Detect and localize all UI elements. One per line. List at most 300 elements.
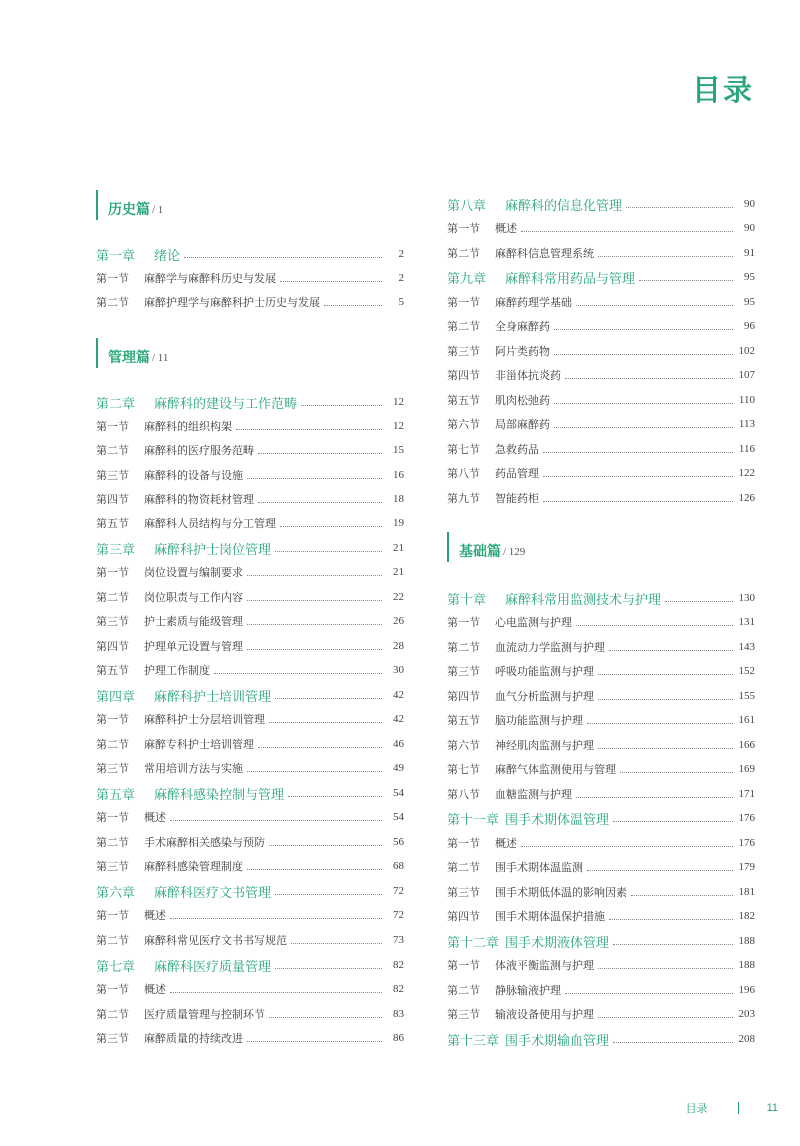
toc-section-entry[interactable] <box>96 660 404 680</box>
page-number: 82 <box>393 959 404 971</box>
toc-section-entry[interactable] <box>96 807 404 827</box>
chapter-number: 第十三章 <box>447 1033 500 1049</box>
page-number: 130 <box>738 592 755 604</box>
chapter-number: 第三章 <box>96 542 136 558</box>
page-number: 95 <box>744 296 755 308</box>
section-number: 第一节 <box>447 837 480 850</box>
section-title: 概述 <box>144 909 166 922</box>
dot-leader <box>639 279 733 281</box>
section-number: 第三节 <box>96 469 129 482</box>
section-number: 第一节 <box>96 811 129 824</box>
page-number: 56 <box>393 836 404 848</box>
dot-leader <box>598 255 733 257</box>
toc-section-entry[interactable] <box>96 1004 404 1024</box>
part-title: 历史篇 <box>108 202 150 218</box>
section-title: 麻醉科感染管理制度 <box>144 860 243 873</box>
page-number: 90 <box>744 198 755 210</box>
page-number: 161 <box>738 714 755 726</box>
section-title: 麻醉护理学与麻醉科护士历史与发展 <box>144 296 320 309</box>
dot-leader <box>247 623 382 625</box>
toc-section-entry[interactable] <box>447 365 755 385</box>
page-number: 42 <box>393 689 404 701</box>
chapter-title: 麻醉科护士培训管理 <box>154 689 272 705</box>
toc-chapter-entry[interactable] <box>96 685 404 705</box>
dot-leader <box>565 992 733 994</box>
page-number: 21 <box>393 542 404 554</box>
toc-chapter-entry[interactable] <box>96 783 404 803</box>
toc-section-entry[interactable] <box>447 439 755 459</box>
page-number: 22 <box>393 591 404 603</box>
section-title: 麻醉科的设备与设施 <box>144 469 243 482</box>
toc-section-entry[interactable] <box>96 587 404 607</box>
toc-chapter-entry[interactable] <box>96 881 404 901</box>
toc-section-entry[interactable] <box>96 905 404 925</box>
section-number: 第四节 <box>447 910 480 923</box>
chapter-title: 麻醉科医疗文书管理 <box>154 885 272 901</box>
section-number: 第八节 <box>447 467 480 480</box>
page-number: 83 <box>393 1008 404 1020</box>
section-title: 神经肌肉监测与护理 <box>495 739 594 752</box>
chapter-number: 第五章 <box>96 787 136 803</box>
section-number: 第二节 <box>96 591 129 604</box>
part-heading[interactable] <box>447 532 525 562</box>
page-number: 182 <box>738 910 755 922</box>
section-number: 第二节 <box>447 641 480 654</box>
toc-section-entry[interactable] <box>96 979 404 999</box>
toc-section-entry[interactable] <box>96 832 404 852</box>
section-number: 第五节 <box>447 714 480 727</box>
section-number: 第二节 <box>96 836 129 849</box>
toc-chapter-entry[interactable] <box>447 194 755 214</box>
section-number: 第三节 <box>447 886 480 899</box>
chapter-number: 第八章 <box>447 198 487 214</box>
toc-section-entry[interactable] <box>447 955 755 975</box>
section-number: 第五节 <box>96 517 129 530</box>
dot-leader <box>521 230 733 232</box>
toc-section-entry[interactable] <box>96 268 404 288</box>
chapter-number: 第九章 <box>447 271 487 287</box>
dot-leader <box>613 1041 733 1043</box>
toc-section-entry[interactable] <box>447 637 755 657</box>
section-number: 第二节 <box>96 444 129 457</box>
page-number: 82 <box>393 983 404 995</box>
toc-chapter-entry[interactable] <box>447 808 755 828</box>
dot-leader <box>598 967 733 969</box>
toc-section-entry[interactable] <box>96 489 404 509</box>
dot-leader <box>247 770 382 772</box>
section-number: 第一节 <box>96 713 129 726</box>
section-number: 第一节 <box>447 222 480 235</box>
page-number: 166 <box>738 739 755 751</box>
page-number: 54 <box>393 787 404 799</box>
page-number: 12 <box>393 420 404 432</box>
section-number: 第七节 <box>447 443 480 456</box>
toc-section-entry[interactable] <box>96 856 404 876</box>
dot-leader <box>598 1016 733 1018</box>
part-title: 管理篇 <box>108 350 150 366</box>
section-number: 第一节 <box>96 420 129 433</box>
dot-leader <box>609 649 733 651</box>
dot-leader <box>576 624 733 626</box>
page-number: 113 <box>738 418 755 430</box>
page-number: 179 <box>738 861 755 873</box>
toc-chapter-entry[interactable] <box>447 1029 755 1049</box>
page-number: 30 <box>393 664 404 676</box>
chapter-number: 第十二章 <box>447 935 500 951</box>
chapter-title: 围手术期体温管理 <box>505 812 610 828</box>
dot-leader <box>280 280 382 282</box>
page-number: 2 <box>398 272 404 284</box>
dot-leader <box>269 1016 382 1018</box>
dot-leader <box>631 894 733 896</box>
dot-leader <box>170 917 382 919</box>
dot-leader <box>543 500 733 502</box>
section-number: 第一节 <box>96 983 129 996</box>
section-title: 麻醉质量的持续改进 <box>144 1032 243 1045</box>
section-title: 药品管理 <box>495 467 539 480</box>
toc-chapter-entry[interactable] <box>96 392 404 412</box>
section-title: 概述 <box>495 222 517 235</box>
section-title: 麻醉气体监测使用与管理 <box>495 763 616 776</box>
page-number: 54 <box>393 811 404 823</box>
page-number: 122 <box>738 467 755 479</box>
section-title: 非甾体抗炎药 <box>495 369 561 382</box>
section-number: 第一节 <box>96 272 129 285</box>
dot-leader <box>247 1040 382 1042</box>
page-number: 2 <box>398 248 404 260</box>
section-title: 围手术期体温监测 <box>495 861 583 874</box>
dot-leader <box>214 672 382 674</box>
dot-leader <box>598 673 733 675</box>
toc-section-entry[interactable] <box>447 1004 755 1024</box>
section-title: 体液平衡监测与护理 <box>495 959 594 972</box>
page-number: 91 <box>744 247 755 259</box>
section-number: 第六节 <box>447 418 480 431</box>
toc-section-entry[interactable] <box>96 465 404 485</box>
dot-leader <box>576 796 733 798</box>
page-number: 169 <box>738 763 755 775</box>
page-number: 196 <box>738 984 755 996</box>
chapter-title: 麻醉科感染控制与管理 <box>154 787 285 803</box>
section-number: 第二节 <box>447 247 480 260</box>
dot-leader <box>288 795 382 797</box>
section-title: 麻醉科信息管理系统 <box>495 247 594 260</box>
chapter-title: 麻醉科医疗质量管理 <box>154 959 272 975</box>
page-number: 155 <box>738 690 755 702</box>
section-title: 麻醉科护士分层培训管理 <box>144 713 265 726</box>
section-number: 第一节 <box>447 616 480 629</box>
page-number: 72 <box>393 909 404 921</box>
dot-leader <box>247 648 382 650</box>
dot-leader <box>609 918 733 920</box>
dot-leader <box>236 428 382 430</box>
dot-leader <box>247 599 382 601</box>
toc-section-entry[interactable] <box>447 661 755 681</box>
dot-leader <box>613 820 733 822</box>
toc-section-entry[interactable] <box>447 243 755 263</box>
chapter-title: 麻醉科的信息化管理 <box>505 198 623 214</box>
section-number: 第三节 <box>96 762 129 775</box>
page-number: 73 <box>393 934 404 946</box>
toc-section-entry[interactable] <box>96 1028 404 1048</box>
toc-section-entry[interactable] <box>447 463 755 483</box>
chapter-number: 第二章 <box>96 396 136 412</box>
toc-chapter-entry[interactable] <box>96 538 404 558</box>
toc-section-entry[interactable] <box>96 513 404 533</box>
toc-section-entry[interactable] <box>447 488 755 508</box>
section-number: 第四节 <box>447 690 480 703</box>
footer-label: 目录 <box>685 1102 708 1115</box>
section-number: 第八节 <box>447 788 480 801</box>
toc-section-entry[interactable] <box>447 686 755 706</box>
section-title: 血糖监测与护理 <box>495 788 572 801</box>
dot-leader <box>613 943 733 945</box>
chapter-title: 麻醉科护士岗位管理 <box>154 542 272 558</box>
toc-section-entry[interactable] <box>447 833 755 853</box>
chapter-title: 围手术期输血管理 <box>505 1033 610 1049</box>
page-number: 95 <box>744 271 755 283</box>
dot-leader <box>291 942 382 944</box>
toc-section-entry[interactable] <box>447 857 755 877</box>
toc-section-entry[interactable] <box>447 292 755 312</box>
section-title: 阿片类药物 <box>495 345 550 358</box>
part-title: 基础篇 <box>459 544 501 560</box>
section-number: 第一节 <box>447 296 480 309</box>
section-number: 第三节 <box>447 345 480 358</box>
section-title: 全身麻醉药 <box>495 320 550 333</box>
section-title: 局部麻醉药 <box>495 418 550 431</box>
section-number: 第二节 <box>96 1008 129 1021</box>
section-number: 第一节 <box>96 566 129 579</box>
section-number: 第一节 <box>447 959 480 972</box>
toc-chapter-entry[interactable] <box>447 931 755 951</box>
dot-leader <box>620 771 733 773</box>
section-number: 第三节 <box>447 665 480 678</box>
chapter-number: 第一章 <box>96 248 136 264</box>
chapter-number: 第十一章 <box>447 812 500 828</box>
section-number: 第一节 <box>96 909 129 922</box>
toc-section-entry[interactable] <box>447 710 755 730</box>
page-number: 110 <box>738 394 755 406</box>
toc-section-entry[interactable] <box>447 759 755 779</box>
section-title: 围手术期体温保护措施 <box>495 910 605 923</box>
dot-leader <box>275 550 382 552</box>
section-title: 麻醉科常见医疗文书书写规范 <box>144 934 287 947</box>
dot-leader <box>543 451 733 453</box>
page-number: 152 <box>738 665 755 677</box>
page-number: 107 <box>738 369 755 381</box>
page-number: 42 <box>393 713 404 725</box>
toc-chapter-entry[interactable] <box>96 955 404 975</box>
section-title: 心电监测与护理 <box>495 616 572 629</box>
section-number: 第六节 <box>447 739 480 752</box>
dot-leader <box>554 328 733 330</box>
section-number: 第二节 <box>96 296 129 309</box>
page-number: 28 <box>393 640 404 652</box>
toc-section-entry[interactable] <box>447 882 755 902</box>
part-page-number: / 11 <box>152 352 169 364</box>
section-title: 岗位职责与工作内容 <box>144 591 243 604</box>
toc-section-entry[interactable] <box>96 709 404 729</box>
chapter-title: 围手术期液体管理 <box>505 935 610 951</box>
page-title: 目录 <box>691 73 754 107</box>
section-title: 血流动力学监测与护理 <box>495 641 605 654</box>
page-number: 16 <box>393 469 404 481</box>
footer-divider <box>738 1102 739 1114</box>
section-title: 麻醉学与麻醉科历史与发展 <box>144 272 276 285</box>
toc-chapter-entry[interactable] <box>447 588 755 608</box>
page-number: 46 <box>393 738 404 750</box>
dot-leader <box>576 304 733 306</box>
toc-section-entry[interactable] <box>447 612 755 632</box>
toc-section-entry[interactable] <box>96 562 404 582</box>
toc-section-entry[interactable] <box>96 930 404 950</box>
part-heading[interactable] <box>96 190 163 220</box>
chapter-title: 麻醉科常用监测技术与护理 <box>505 592 662 608</box>
page-number: 12 <box>393 396 404 408</box>
chapter-number: 第十章 <box>447 592 487 608</box>
section-number: 第三节 <box>96 1032 129 1045</box>
toc-section-entry[interactable] <box>447 735 755 755</box>
page-number: 26 <box>393 615 404 627</box>
section-number: 第五节 <box>447 394 480 407</box>
part-page-number: / 129 <box>503 546 526 558</box>
dot-leader <box>626 206 733 208</box>
page-number: 15 <box>393 444 404 456</box>
section-title: 手术麻醉相关感染与预防 <box>144 836 265 849</box>
chapter-title: 麻醉科常用药品与管理 <box>505 271 636 287</box>
section-title: 麻醉科的组织构架 <box>144 420 232 433</box>
toc-section-entry[interactable] <box>96 440 404 460</box>
dot-leader <box>269 844 382 846</box>
section-title: 静脉输液护理 <box>495 984 561 997</box>
chapter-number: 第四章 <box>96 689 136 705</box>
section-number: 第四节 <box>96 640 129 653</box>
section-title: 麻醉科人员结构与分工管理 <box>144 517 276 530</box>
page-number: 102 <box>738 345 755 357</box>
toc-chapter-entry[interactable] <box>447 267 755 287</box>
dot-leader <box>275 967 382 969</box>
page-number: 188 <box>738 935 755 947</box>
section-number: 第二节 <box>447 984 480 997</box>
page-number: 171 <box>738 788 755 800</box>
section-number: 第四节 <box>447 369 480 382</box>
part-heading[interactable] <box>96 338 168 368</box>
toc-section-entry[interactable] <box>96 734 404 754</box>
dot-leader <box>275 697 382 699</box>
toc-section-entry[interactable] <box>447 906 755 926</box>
dot-leader <box>565 377 733 379</box>
toc-section-entry[interactable] <box>447 218 755 238</box>
toc-section-entry[interactable] <box>447 316 755 336</box>
dot-leader <box>554 402 733 404</box>
dot-leader <box>269 721 382 723</box>
page-number: 86 <box>393 1032 404 1044</box>
dot-leader <box>665 600 733 602</box>
section-number: 第四节 <box>96 493 129 506</box>
dot-leader <box>521 845 733 847</box>
section-number: 第二节 <box>447 861 480 874</box>
page-number: 96 <box>744 320 755 332</box>
page-number: 19 <box>393 517 404 529</box>
dot-leader <box>184 256 382 258</box>
page-number: 18 <box>393 493 404 505</box>
section-number: 第三节 <box>96 615 129 628</box>
page-number: 203 <box>738 1008 755 1020</box>
page-number: 21 <box>393 566 404 578</box>
toc-section-entry[interactable] <box>447 341 755 361</box>
dot-leader <box>170 991 382 993</box>
page-number: 181 <box>738 886 755 898</box>
dot-leader <box>543 475 733 477</box>
section-title: 概述 <box>144 983 166 996</box>
dot-leader <box>247 477 382 479</box>
page-number: 68 <box>393 860 404 872</box>
section-title: 智能药柜 <box>495 492 539 505</box>
dot-leader <box>554 353 733 355</box>
toc-section-entry[interactable] <box>96 611 404 631</box>
section-title: 麻醉科的医疗服务范畴 <box>144 444 254 457</box>
dot-leader <box>324 304 382 306</box>
toc-chapter-entry[interactable] <box>96 244 404 264</box>
section-title: 麻醉科的物资耗材管理 <box>144 493 254 506</box>
section-number: 第二节 <box>96 738 129 751</box>
section-title: 肌肉松弛药 <box>495 394 550 407</box>
page-footer <box>686 1100 778 1116</box>
section-title: 呼吸功能监测与护理 <box>495 665 594 678</box>
toc-section-entry[interactable] <box>447 980 755 1000</box>
page-number: 131 <box>738 616 755 628</box>
section-title: 岗位设置与编制要求 <box>144 566 243 579</box>
dot-leader <box>598 698 733 700</box>
dot-leader <box>258 501 382 503</box>
dot-leader <box>587 869 733 871</box>
toc-section-entry[interactable] <box>96 758 404 778</box>
page-number: 188 <box>738 959 755 971</box>
section-number: 第三节 <box>447 1008 480 1021</box>
page-number: 116 <box>738 443 755 455</box>
dot-leader <box>554 426 733 428</box>
toc-section-entry[interactable] <box>96 636 404 656</box>
toc-section-entry[interactable] <box>96 416 404 436</box>
dot-leader <box>587 722 733 724</box>
section-title: 血气分析监测与护理 <box>495 690 594 703</box>
dot-leader <box>247 868 382 870</box>
section-title: 脑功能监测与护理 <box>495 714 583 727</box>
page-number: 126 <box>738 492 755 504</box>
page-number: 90 <box>744 222 755 234</box>
toc-section-entry[interactable] <box>447 390 755 410</box>
dot-leader <box>170 819 382 821</box>
toc-section-entry[interactable] <box>447 784 755 804</box>
footer-page-number: 11 <box>766 1102 778 1114</box>
page-number: 72 <box>393 885 404 897</box>
section-number: 第七节 <box>447 763 480 776</box>
section-number: 第二节 <box>96 934 129 947</box>
section-title: 急救药品 <box>495 443 539 456</box>
page-number: 49 <box>393 762 404 774</box>
section-title: 概述 <box>495 837 517 850</box>
chapter-number: 第六章 <box>96 885 136 901</box>
toc-section-entry[interactable] <box>447 414 755 434</box>
dot-leader <box>258 746 382 748</box>
dot-leader <box>280 525 382 527</box>
toc-section-entry[interactable] <box>96 292 404 312</box>
section-title: 医疗质量管理与控制环节 <box>144 1008 265 1021</box>
page-number: 208 <box>738 1033 755 1045</box>
section-number: 第九节 <box>447 492 480 505</box>
dot-leader <box>301 404 382 406</box>
